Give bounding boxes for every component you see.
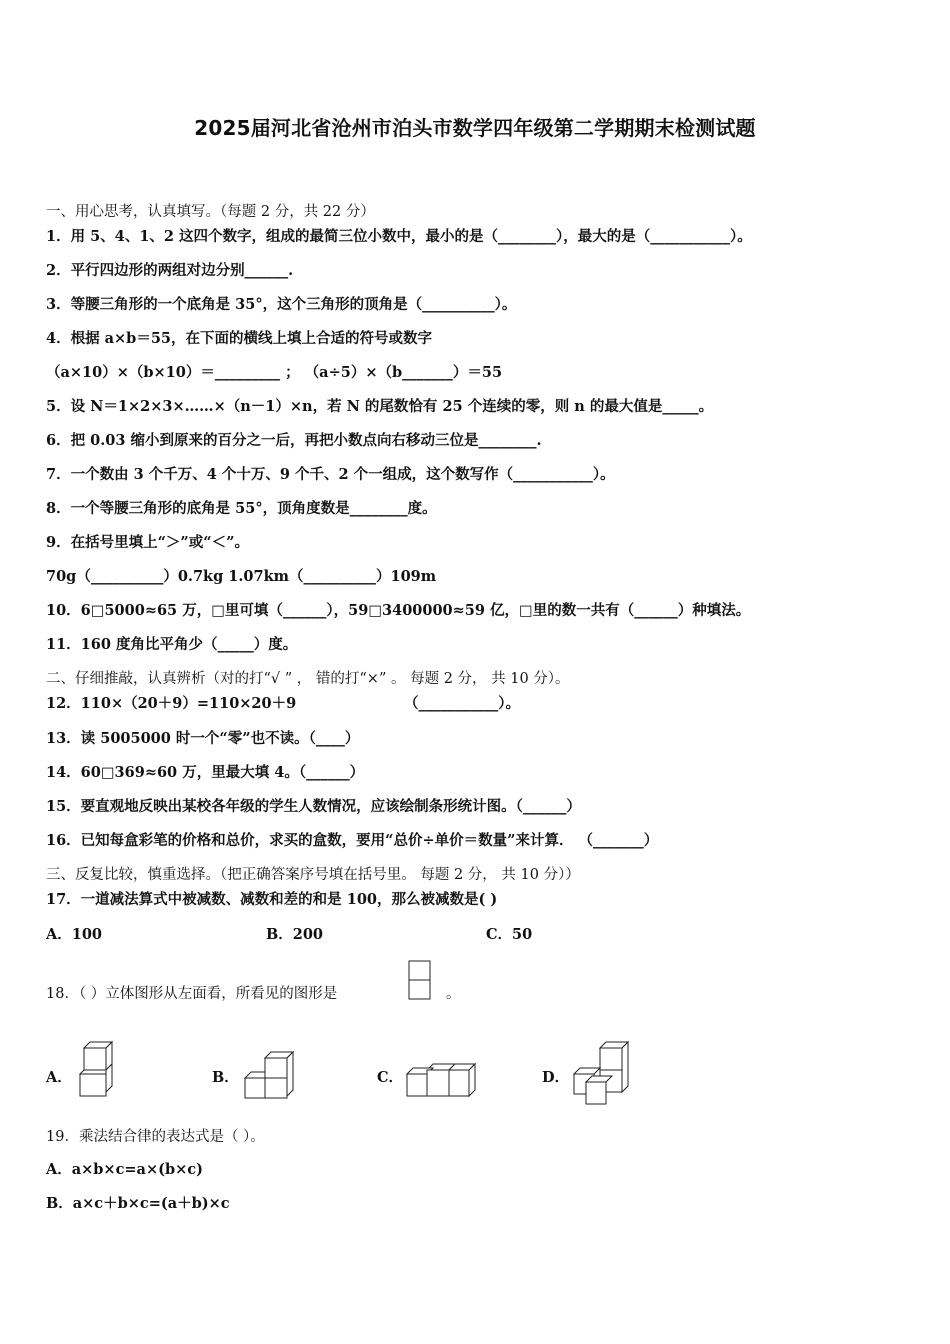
question-18-end: 。 [446,986,461,1002]
question-19-option-b: B．a×c＋b×c=(a＋b)×c [46,1195,230,1212]
question-17-option-b: B．200 [266,926,324,943]
question-18-option-b: B． [212,1069,239,1086]
question-18-option-d: D． [542,1069,570,1086]
question-12-blank: （___________）。 [404,695,520,712]
cube-figure-b [243,1050,295,1102]
left-view-figure [408,960,432,1002]
section-3-heading: 三、反复比较，慎重选择。（把正确答案序号填在括号里。 每题 2 分， 共 10 分）） [46,867,580,883]
question-9-subline: 70g（__________）0.7kg 1.07km（__________）109m [46,568,437,585]
question-17-option-a: A．100 [46,926,103,943]
question-4: 4．根据 a×b＝55，在下面的横线上填上合适的符号或数字 [46,330,432,347]
question-17: 17．一道减法算式中被减数、减数和差的和是 100，那么被减数是( ) [46,891,498,908]
question-8: 8．一个等腰三角形的底角是 55°，顶角度数是________度。 [46,500,437,517]
question-6: 6．把 0.03 缩小到原来的百分之一后，再把小数点向右移动三位是________. [46,432,542,449]
question-18: 18．（ ）立体图形从左面看，所看见的图形是 [46,986,338,1002]
question-10: 10．6□5000≈65 万，□里可填（______），59□3400000≈59 亿，□里的数一共有（______）种填法。 [46,602,751,619]
question-16: 16．已知每盒彩笔的价格和总价，求买的盒数，要用“总价÷单价＝数量”来计算． （_______） [46,832,659,849]
question-3: 3．等腰三角形的一个底角是 35°，这个三角形的顶角是（__________）。 [46,296,517,313]
cube-figure-d [572,1040,632,1108]
cube-figure-a [78,1040,118,1100]
question-5: 5．设 N＝1×2×3×……×（n－1）×n，若 N 的尾数恰有 25 个连续的零，则 n 的最大值是_____。 [46,398,714,415]
question-7: 7．一个数由 3 个千万、4 个十万、9 个千、2 个一组成，这个数写作（___________）。 [46,466,615,483]
question-12: 12．110×（20＋9）=110×20＋9 [46,695,297,712]
question-15: 15．要直观地反映出某校各年级的学生人数情况，应该绘制条形统计图。（______） [46,798,581,815]
question-4-subline: （a×10）×（b×10）＝_________ ； （a÷5）×（b_______）＝55 [46,364,503,381]
section-1-heading: 一、用心思考，认真填写。（每题 2 分，共 22 分） [46,204,375,220]
question-18-option-a: A． [46,1069,72,1086]
question-17-option-c: C．50 [486,926,533,943]
question-1: 1．用 5、4、1、2 这四个数字，组成的最简三位小数中，最小的是（________），最大的是（___________）。 [46,228,752,245]
question-9: 9．在括号里填上“＞”或“＜”。 [46,534,249,551]
question-13: 13．读 5005000 时一个“零”也不读。（____） [46,730,360,747]
cube-figure-c [405,1060,477,1100]
question-14: 14．60□369≈60 万，里最大填 4。（______） [46,764,365,781]
section-2-heading: 二、仔细推敲，认真辨析（对的打“√ ” ， 错的打“×” 。 每题 2 分， 共 10 分）。 [46,671,570,687]
question-19-option-a: A．a×b×c=a×(b×c) [46,1161,203,1178]
exam-title: 2025届河北省沧州市泊头市数学四年级第二学期期末检测试题 [194,116,756,140]
question-11: 11．160 度角比平角少（_____）度。 [46,636,298,653]
question-19: 19．乘法结合律的表达式是（ ）。 [46,1129,265,1145]
question-18-option-c: C． [377,1069,404,1086]
question-2: 2．平行四边形的两组对边分别______. [46,262,294,279]
